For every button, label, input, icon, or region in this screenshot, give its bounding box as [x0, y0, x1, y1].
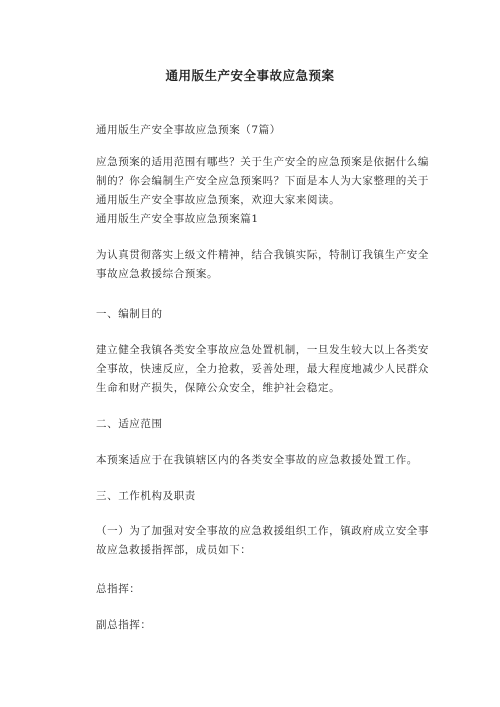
heading-2: 二、适应范围 — [96, 418, 163, 430]
section-title: 通用版生产安全事故应急预案篇1 — [96, 213, 259, 225]
intro-paragraph — [96, 153, 438, 210]
paragraph-4: （一）为了加强对安全事故的应急救援组织工作，镇政府成立安全事故应急救援指挥部，成员如下： — [96, 525, 429, 556]
paragraph-1: 为认真贯彻落实上级文件精神，结合我镇实际，特制订我镇生产安全事故应急救援综合预案。 — [96, 249, 429, 280]
heading-3: 三、工作机构及职责 — [96, 490, 196, 502]
intro-text: 应急预案的适用范围有哪些？关于生产安全的应急预案是依据什么编制的？你会编制生产安全应急预案吗？下面是本人为大家整理的关于通用版生产安全事故应急预案，欢迎大家来阅读。 — [96, 156, 429, 206]
document-title: 通用版生产安全事故应急预案 — [165, 68, 335, 83]
paragraph-3: 本预案适应于在我镇辖区内的各类安全事故的应急救援处置工作。 — [96, 454, 418, 466]
document-subtitle: 通用版生产安全事故应急预案（7篇） — [96, 124, 281, 136]
commander-label: 总指挥： — [96, 583, 141, 595]
paragraph-2: 建立健全我镇各类安全事故应急处置机制，一旦发生较大以上各类安全事故，快速反应，全力抢救，妥善处理，最大程度地减少人民群众生命和财产损失，保障公众安全，维护社会稳定。 — [96, 344, 429, 394]
heading-1: 一、编制目的 — [96, 308, 163, 320]
deputy-commander-label: 副总指挥： — [96, 619, 152, 631]
